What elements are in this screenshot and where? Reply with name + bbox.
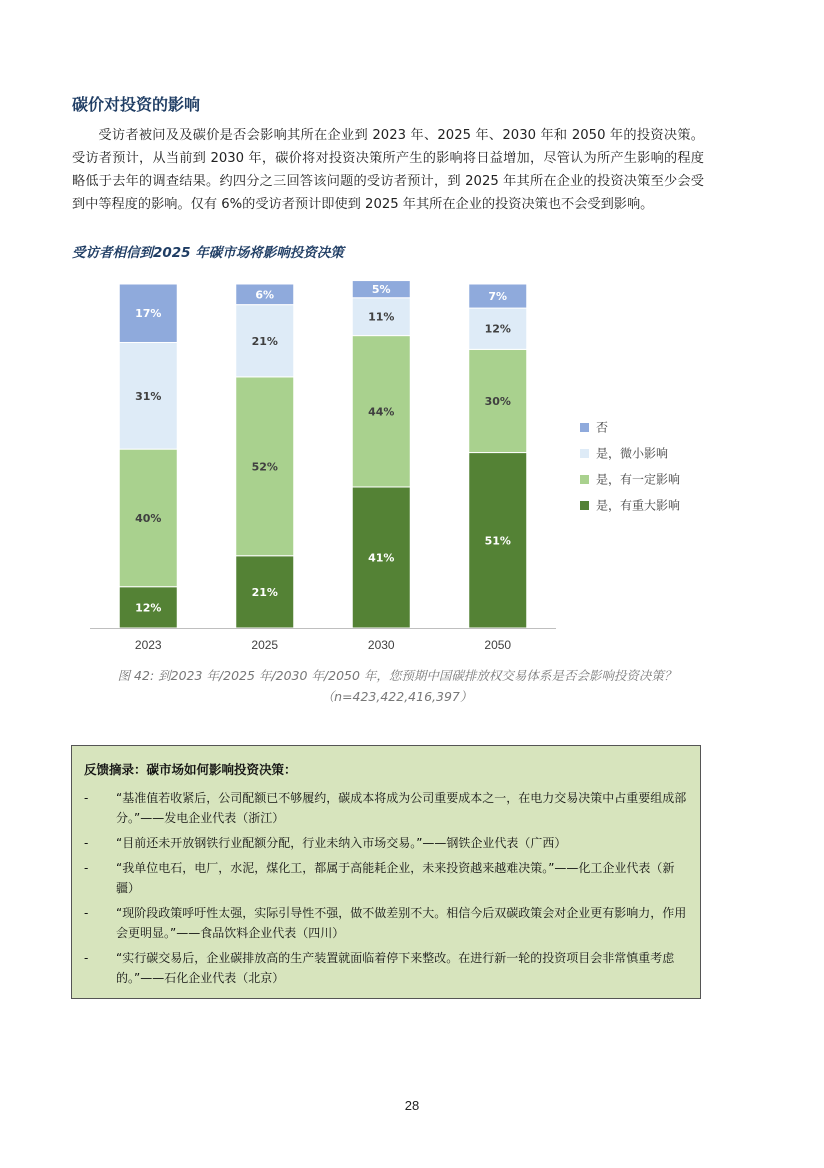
list-dash: - <box>84 861 89 875</box>
data-label: 5% <box>371 283 391 297</box>
data-label: 51% <box>484 534 511 548</box>
section-heading: 碳价对投资的影响 <box>72 95 201 114</box>
list-dash: - <box>84 906 89 920</box>
caption-line-1: 图 42: 到2023 年/2025 年/2030 年/2050 年，您预期中国碳排放权交易体系是否会影响投资决策？ <box>117 668 677 683</box>
x-tick-label: 2050 <box>484 638 512 652</box>
figure-caption <box>72 665 722 707</box>
quote-item <box>82 833 688 853</box>
quote-text: “基准值若收紧后，公司配额已不够履约，碳成本将成为公司重要成本之一，在电力交易决策中占重要组成部分。”——发电企业代表（浙江） <box>116 791 687 825</box>
quote-list <box>82 788 688 988</box>
quote-item <box>82 858 688 898</box>
quote-item <box>82 788 688 828</box>
x-tick-label: 2023 <box>134 638 162 652</box>
data-label: 21% <box>251 334 278 348</box>
page-number: 28 <box>404 1098 420 1113</box>
quote-text: “现阶段政策呼吁性太强，实际引导性不强，做不做差别不大。相信今后双碳政策会对企业更有影响力，作用会更明显。”——食品饮料企业代表（四川） <box>116 906 687 940</box>
legend-swatch <box>580 475 589 484</box>
feedback-box <box>71 745 701 999</box>
legend-swatch <box>580 449 589 458</box>
body-paragraph: 受访者被问及及碳价是否会影响其所在企业到 2023 年、2025 年、2030 年和 2050 年的投资决策。受访者预计，从当前到 2030 年，碳价将对投资决策所产生的影响将日益增加，尽管认为所产生影响的程度略低于去年的调查结果。约四分之三回答该问题的受访者预计，到 2025 年其所在企业的投资决策至少会受到中等程度的影响。仅有 6%的受访者预计即使到 2025 年其所在企业的投资决策也不会受到影响。 <box>72 128 704 212</box>
list-dash: - <box>84 791 89 805</box>
stacked-bar-chart <box>90 274 730 664</box>
legend-label: 是，有一定影响 <box>596 472 681 487</box>
data-label: 12% <box>135 601 162 615</box>
caption-line-2: （n=423,422,416,397） <box>321 689 473 704</box>
data-label: 31% <box>135 389 162 403</box>
data-label: 41% <box>368 551 395 565</box>
chart-title: 受访者相信到2025 年碳市场将影响投资决策 <box>72 245 344 261</box>
legend-label: 是，有重大影响 <box>596 498 681 513</box>
data-label: 44% <box>368 405 395 419</box>
list-dash: - <box>84 951 89 965</box>
quote-text: “目前还未开放钢铁行业配额分配，行业未纳入市场交易。”——钢铁企业代表（广西） <box>116 836 567 850</box>
data-label: 11% <box>368 310 395 324</box>
data-label: 6% <box>255 288 275 302</box>
legend-swatch <box>580 423 589 432</box>
data-label: 17% <box>135 307 162 321</box>
legend-label: 否 <box>596 420 609 435</box>
list-dash: - <box>84 836 89 850</box>
x-tick-label: 2025 <box>251 638 279 652</box>
legend-swatch <box>580 501 589 510</box>
quote-text: “我单位电石，电厂，水泥，煤化工，都属于高能耗企业，未来投资越来越难决策。”——化工企业代表（新疆） <box>116 861 675 895</box>
data-label: 21% <box>251 585 278 599</box>
data-label: 40% <box>135 511 162 525</box>
x-tick-label: 2030 <box>367 638 395 652</box>
quote-item <box>82 903 688 943</box>
data-label: 52% <box>251 460 278 474</box>
quote-item <box>82 948 688 988</box>
data-label: 30% <box>484 394 511 408</box>
data-label: 7% <box>488 290 508 304</box>
legend-label: 是，微小影响 <box>596 446 669 461</box>
data-label: 12% <box>484 322 511 336</box>
feedback-title: 反馈摘录：碳市场如何影响投资决策： <box>84 762 297 777</box>
quote-text: “实行碳交易后，企业碳排放高的生产装置就面临着停下来整改。在进行新一轮的投资项目会非常慎重考虑的。”——石化企业代表（北京） <box>116 951 675 985</box>
